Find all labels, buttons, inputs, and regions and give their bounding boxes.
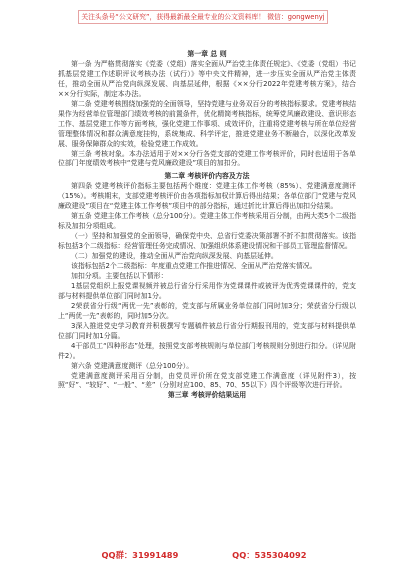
article-5-item-2: （二）加强党的建设，推动全面从严治党向纵深发展、向基层延伸。: [71, 252, 278, 261]
top-banner: 关注头条号“公文研究”，获得最新最全最专业的公文资料库！ 微信：gongwenyj: [78, 10, 328, 24]
article-4: 第四条 党建考核评价指标主要包括两个维度：党建主体工作考核（85%）、党建满意度测评（15%）。考核期末，支部党建考核评价由各项指标加权计算后得出结果；各单位部门“党建与党风廉政建设”项目在“党建主体工作考核”项目中的部分指标，通过折比计算后得出加扣分结果。: [58, 182, 356, 211]
bonus-item-2: 2荣获省分行级“两优一先”表彰的，党支部与所属业务单位部门同时加3分；荣获省分行级以上“两优一先”表彰的，同时加5分次。: [58, 301, 356, 320]
article-5: 第五条 党建主体工作考核（总分100分）。党建主体工作考核采用百分制，由两大类5个二级指标及加扣分项组成。: [58, 212, 357, 231]
footer-contact: [0, 549, 408, 561]
article-5-item-1: （一）坚持和加强党的全面领导，确保党中央、总省行党委决策部署不折不扣贯彻落实。该指标包括3个二级指标：经营管理任务完成情况、加强组织体系建设情况和干部员工管理监督情况。: [58, 232, 356, 251]
chapter-2-title: 第二章 考核评价内容及方法: [164, 172, 250, 181]
article-1: 第一条 为严格贯彻落实《党委（党组）落实全面从严治党主体责任规定》、《党委（党组）书记抓基层党建工作述职评议考核办法（试行）》等中央文件精神，进一步压实全面从严治党主体责任，推动全面从严治党向纵深发展、向基层延伸，根据《××分行2022年党建考核方案》，结合××分行实际，制定本办法。: [58, 59, 356, 98]
article-3: 第三条 考核对象。本办法适用于对××分行各党支部的党建工作考核评价，同时也适用于各单位部门年度绩效考核中“党建与党风廉政建设”项目的加扣分。: [58, 149, 356, 168]
document-body: [58, 50, 356, 401]
bonus-item-4: 4干部员工“四种形态”处理，按照党支部考核规则与单位部门考核规则分别进行扣分。（详见附件2）。: [58, 341, 356, 360]
chapter-1-title: 第一章 总 则: [187, 50, 227, 58]
bonus-item-1: 1基层党组织上报党课视频并被总行省分行采用作为党课课件或被评为优秀党课课件的，党支部与材料提供单位部门同时加1分。: [58, 281, 356, 300]
article-6-detail: 党建满意度测评采用百分制，由党员评价所在党支部党建工作满意度（详见附件3），按照“好”、“较好”、“一般”、“差”（分别对应100、85、70、55以下）四个评级等次进行评价。: [58, 371, 356, 390]
article-6: 第六条 党建满意度测评（总分100分）。: [71, 361, 194, 370]
article-2: 第二条 党建考核围绕加强党的全面领导，坚持党建与业务双百分的考核指标要求。党建考核结果作为经营单位管理部门绩效考核的前置条件，优化精简考核指标，统筹党风廉政建设、意识形态工作、基层党建工作等方面考核，强化党建工作事项、成效评价，注重将党建考核与所在单位经营管理整体情况和群众满意度挂钩，系统集成、科学评定，推进党建业务不断融合，以深化改革发展、服务保障群众的实效，检验党建工作成效。: [58, 99, 356, 148]
qq-contact-label: QQ：535304092: [232, 550, 307, 560]
bonus-section-title: 加扣分项。主要包括以下情形：: [71, 271, 168, 280]
chapter-3-title: 第三章 考核评价结果运用: [167, 391, 247, 400]
article-5-item-2-detail: 该指标包括2个二级指标：年度重点党建工作推进情况、全面从严治党落实情况。: [71, 262, 317, 271]
bonus-item-3: 3深入推进党史学习教育并积极撰写专题稿件被总行省分行期报刊用的，党支部与材料提供单位部门同时加1分篇。: [58, 321, 356, 340]
qq-group-label: QQ群：31991489: [101, 550, 179, 560]
